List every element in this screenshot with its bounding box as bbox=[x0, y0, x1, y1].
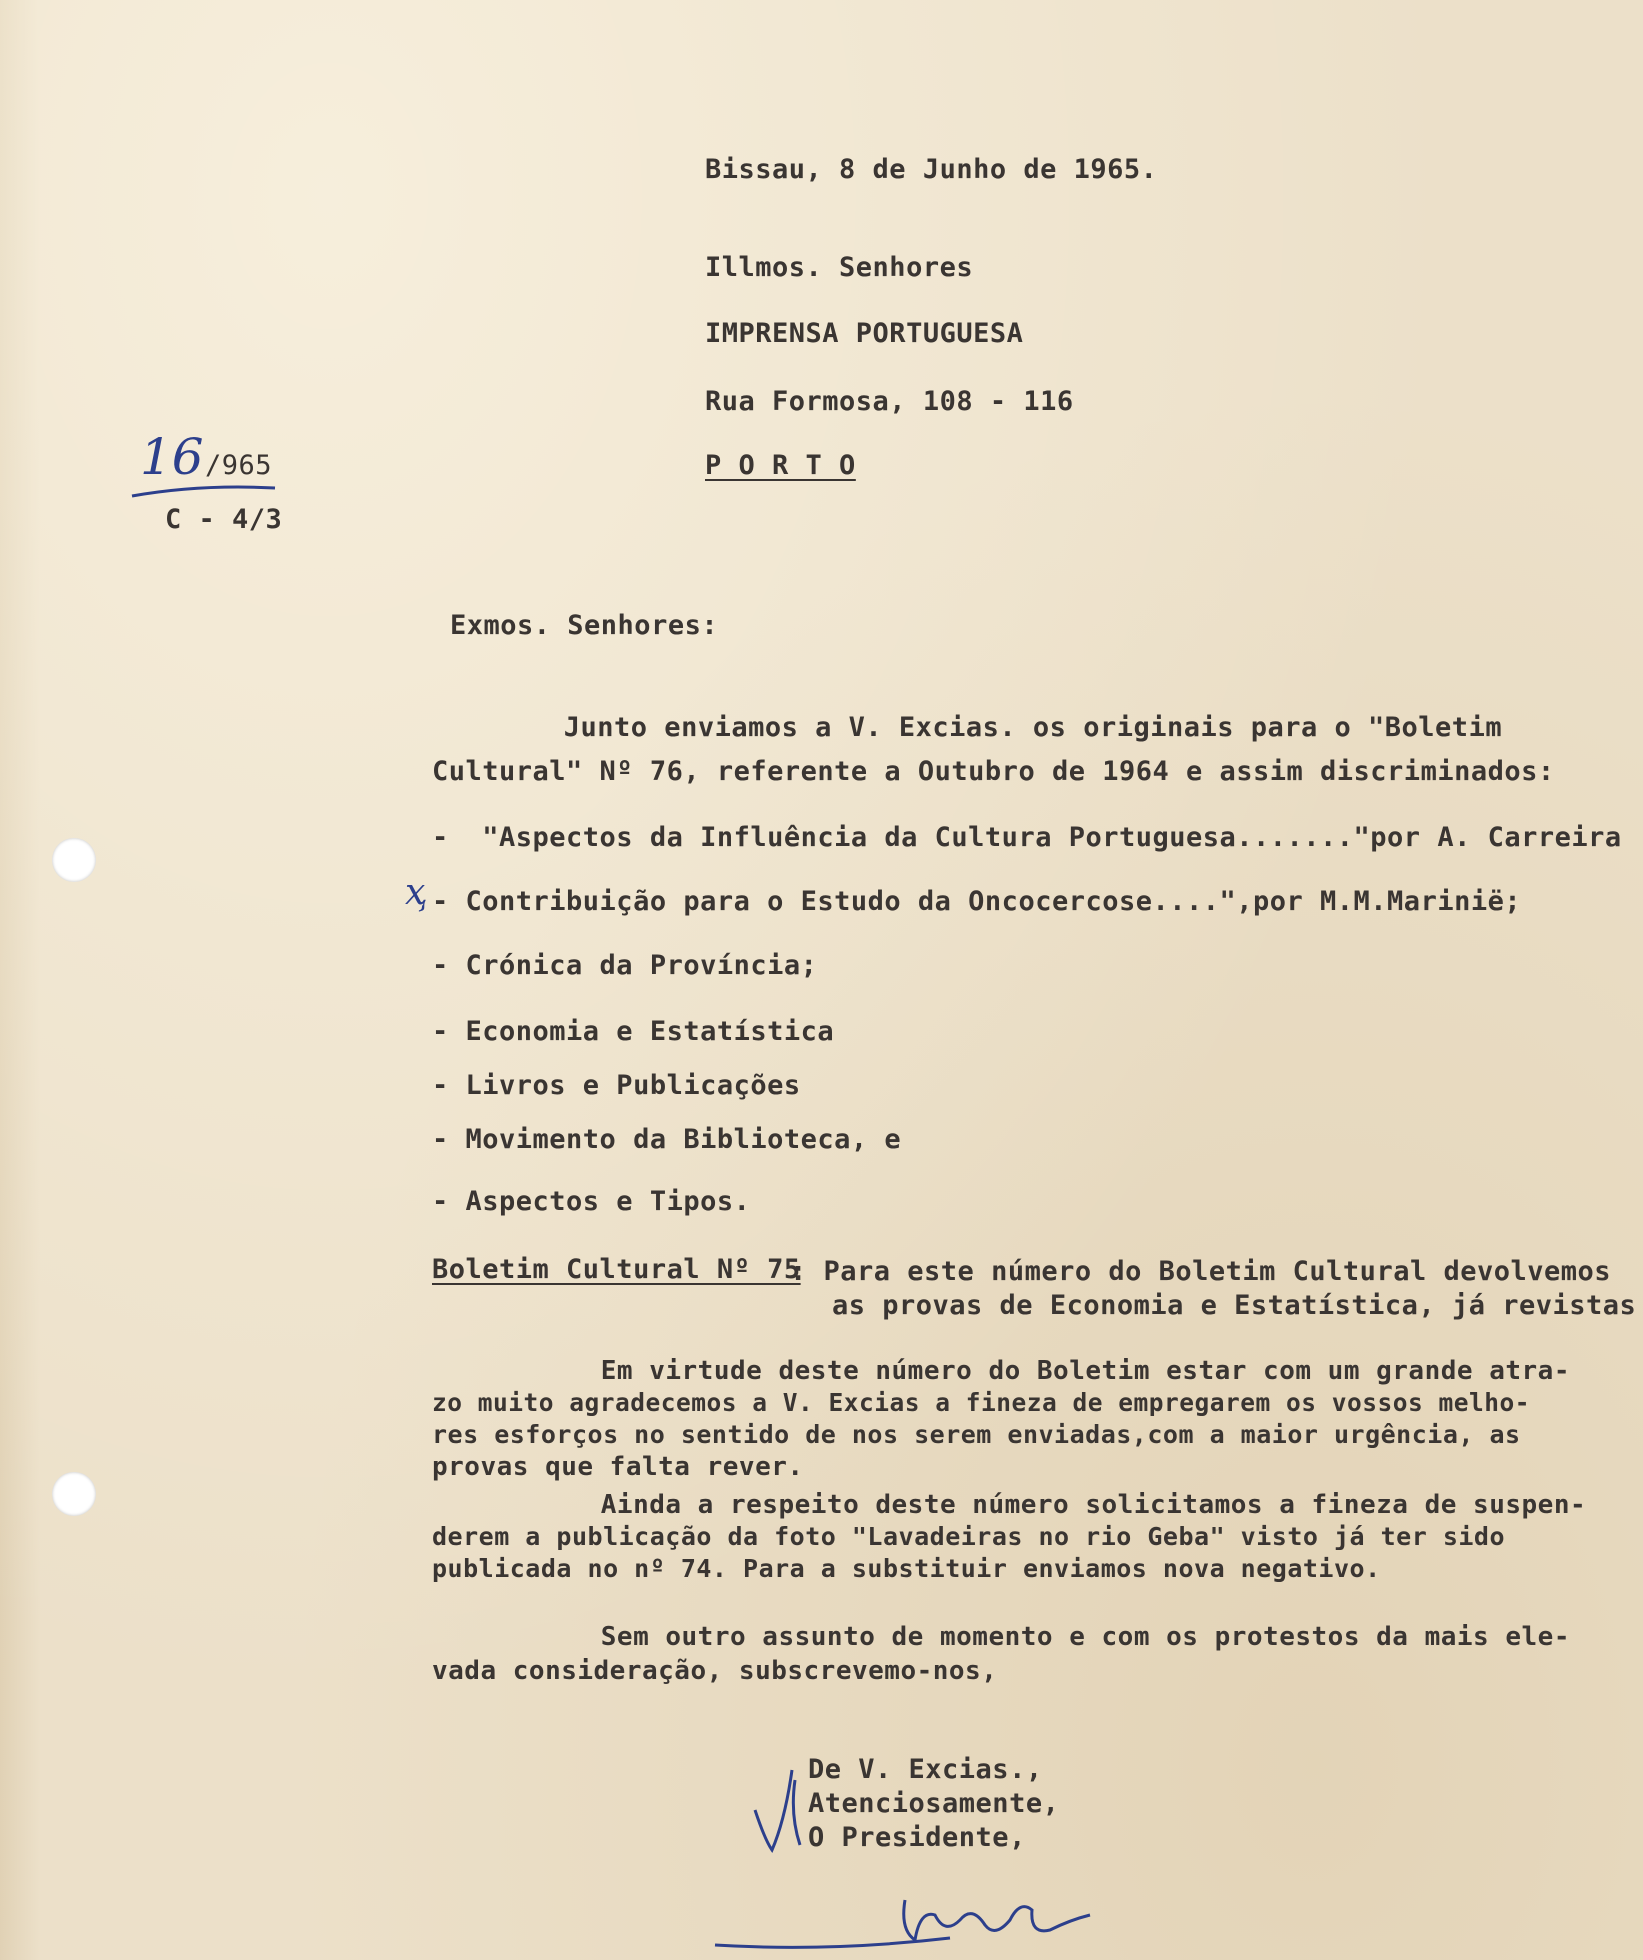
reference-underline bbox=[130, 482, 280, 502]
list-item: - Movimento da Biblioteca, e bbox=[432, 1124, 902, 1155]
paragraph-delay-line: Em virtude deste número do Boletim estar com um grande atra- bbox=[520, 1356, 1570, 1386]
reference-handwritten-number: 16 bbox=[140, 428, 204, 486]
recipient-salutation: Illmos. Senhores bbox=[705, 252, 974, 283]
list-item: - Contribuição para o Estudo da Oncocercose....",por M.M.Marinië; bbox=[432, 886, 1522, 917]
list-item: - Crónica da Província; bbox=[432, 950, 818, 981]
president-signature bbox=[710, 1880, 1110, 1960]
item-margin-mark: ҳ bbox=[405, 872, 428, 913]
punch-hole-bottom bbox=[52, 1472, 96, 1516]
signoff-line: Atenciosamente, bbox=[808, 1788, 1060, 1819]
reference-code: C - 4/3 bbox=[165, 504, 283, 535]
punch-hole-top bbox=[52, 838, 96, 882]
paragraph-photo-line: Ainda a respeito deste número solicitamos a fineza de suspen- bbox=[520, 1490, 1587, 1520]
list-item: - Livros e Publicações bbox=[432, 1070, 801, 1101]
boletim-75-text-2: as provas de Economia e Estatística, já revistas bbox=[832, 1290, 1637, 1321]
list-item: - "Aspectos da Influência da Cultura Portuguesa......."por A. Carreira bbox=[432, 822, 1622, 853]
boletim-75-text-1: : Para este número do Boletim Cultural devolvemos bbox=[790, 1256, 1612, 1287]
paragraph-delay-line: res esforços no sentido de nos serem enviadas,com a maior urgência, as bbox=[432, 1420, 1521, 1449]
list-item: - Economia e Estatística bbox=[432, 1016, 835, 1047]
paragraph-photo-line: derem a publicação da foto "Lavadeiras no rio Geba" visto já ter sido bbox=[432, 1522, 1506, 1551]
recipient-company: IMPRENSA PORTUGUESA bbox=[705, 318, 1024, 349]
intro-line-1: Junto enviamos a V. Excias. os originais para o "Boletim bbox=[480, 712, 1503, 743]
signoff-line: O Presidente, bbox=[808, 1822, 1026, 1853]
list-item: - Aspectos e Tipos. bbox=[432, 1186, 751, 1217]
recipient-city: P O R T O bbox=[705, 450, 856, 481]
closing-line: vada consideração, subscrevemo-nos, bbox=[432, 1656, 998, 1686]
date-line: Bissau, 8 de Junho de 1965. bbox=[705, 154, 1158, 185]
greeting: Exmos. Senhores: bbox=[450, 610, 719, 641]
reference-year: /965 bbox=[205, 450, 273, 481]
recipient-street: Rua Formosa, 108 - 116 bbox=[705, 386, 1074, 417]
paragraph-photo-line: publicada no nº 74. Para a substituir enviamos nova negativo. bbox=[432, 1554, 1381, 1583]
paragraph-delay-line: zo muito agradecemos a V. Excias a fineza de empregarem os vossos melho- bbox=[432, 1388, 1531, 1417]
closing-line: Sem outro assunto de momento e com os protestos da mais ele- bbox=[520, 1622, 1570, 1652]
boletim-75-label: Boletim Cultural Nº 75 bbox=[432, 1254, 801, 1285]
signoff-line: De V. Excias., bbox=[808, 1754, 1043, 1785]
handwritten-checkmark bbox=[750, 1760, 840, 1860]
paragraph-delay-line: provas que falta rever. bbox=[432, 1452, 804, 1482]
intro-line-2: Cultural" Nº 76, referente a Outubro de 1964 e assim discriminados: bbox=[432, 756, 1555, 787]
